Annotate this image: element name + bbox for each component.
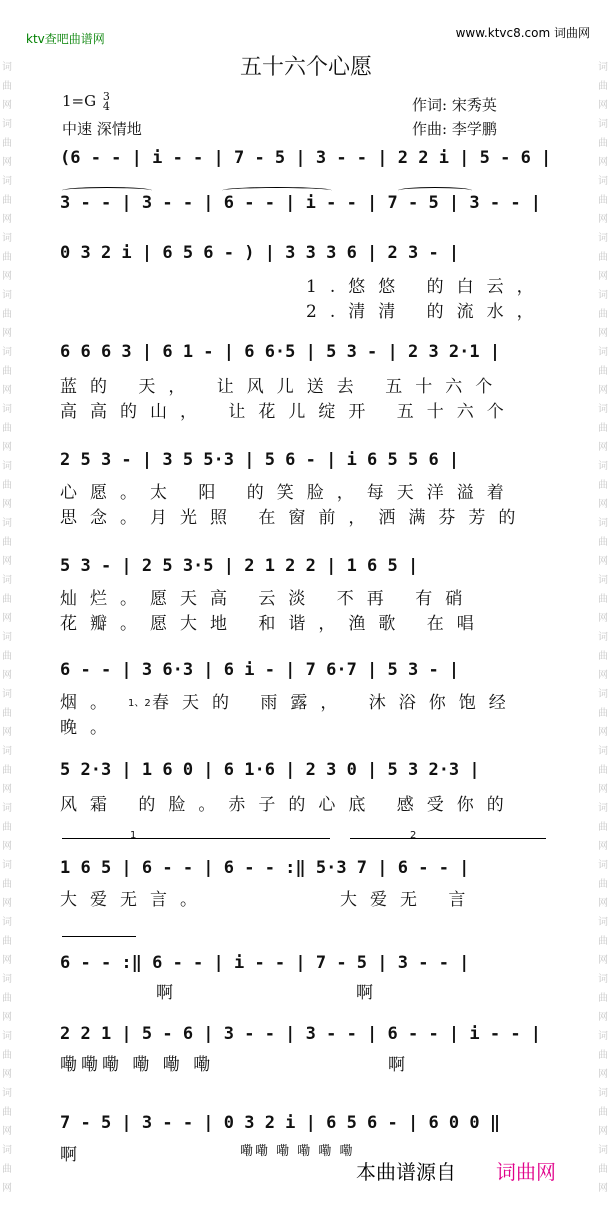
watermark-char: 网 <box>2 670 12 681</box>
lyric-row-6-v2: 花瓣。愿大地 和谐，渔歌 在唱 <box>60 614 487 634</box>
score-row-12: 7 - 5 | 3 - - | 0 3 2 i | 6 5 6 - | 6 0 0 ‖ <box>60 1113 501 1133</box>
watermark-char: 曲 <box>598 879 608 890</box>
watermark-char: 曲 <box>2 651 12 662</box>
watermark-char: 网 <box>2 328 12 339</box>
watermark-char: 网 <box>598 841 608 852</box>
watermark-char: 曲 <box>2 993 12 1004</box>
lyric-row-10-b: 啊 <box>356 983 386 1003</box>
watermark-char: 词 <box>2 404 12 415</box>
watermark-char: 词 <box>2 575 12 586</box>
volta-bracket-end <box>62 936 136 937</box>
watermark-char: 网 <box>598 1126 608 1137</box>
watermark-char: 网 <box>2 1183 12 1194</box>
score-row-1: (6 - - | i - - | 7 - 5 | 3 - - | 2 2 i | 5 - 6 | <box>60 148 552 168</box>
watermark-char: 曲 <box>598 195 608 206</box>
lyric-row-3-v1: 1.悠悠 的白云， <box>306 277 547 297</box>
watermark-char: 网 <box>2 442 12 453</box>
site-label-left: ktv查吧曲谱网 <box>26 32 105 46</box>
watermark-char: 词 <box>598 917 608 928</box>
watermark-char: 网 <box>2 499 12 510</box>
lyric-row-6-v1: 灿烂。愿天高 云淡 不再 有硝 <box>60 589 476 609</box>
watermark-char: 网 <box>2 1069 12 1080</box>
lyric-row-4-v2: 高高的山， 让花儿绽开 五十六个 <box>60 402 517 422</box>
watermark-char: 曲 <box>598 81 608 92</box>
composer-credit: 作曲: 李学鹏 <box>412 120 497 138</box>
lyric-row-11-b: 啊 <box>388 1055 418 1075</box>
watermark-char: 词 <box>598 1145 608 1156</box>
watermark-char: 网 <box>598 214 608 225</box>
watermark-char: 网 <box>2 214 12 225</box>
watermark-char: 曲 <box>2 1164 12 1175</box>
lyric-row-7-chorus: 春天的 雨露， 沐浴你饱经 <box>152 693 519 713</box>
watermark-char: 词 <box>2 746 12 757</box>
watermark-char: 曲 <box>598 1107 608 1118</box>
watermark-char: 网 <box>2 613 12 624</box>
watermark-char: 曲 <box>2 480 12 491</box>
slur <box>62 187 152 194</box>
score-row-9: 1 6 5 | 6 - - | 6 - - :‖ 5·3 7 | 6 - - | <box>60 858 470 878</box>
time-signature <box>103 92 110 112</box>
volta-bracket-2 <box>350 838 546 839</box>
watermark-char: 网 <box>598 613 608 624</box>
lyric-row-10-a: 啊 <box>156 983 186 1003</box>
time-sig-bottom: 4 <box>102 100 110 113</box>
lyric-row-7-v1: 烟。 <box>60 693 120 713</box>
score-row-4: 6 6 6 3 | 6 1 - | 6 6·5 | 5 3 - | 2 3 2·1 | <box>60 342 501 362</box>
score-row-2: 3 - - | 3 - - | 6 - - | i - - | 7 - 5 | 3 - - | <box>60 193 542 213</box>
watermark-char: 网 <box>598 556 608 567</box>
lyric-row-3-v2: 2.清清 的流水， <box>306 302 547 322</box>
watermark-char: 网 <box>598 1012 608 1023</box>
watermark-char: 曲 <box>2 822 12 833</box>
watermark-char: 词 <box>2 518 12 529</box>
source-label: 本曲谱源自 <box>356 1160 456 1184</box>
score-row-6: 5 3 - | 2 5 3·5 | 2 1 2 2 | 1 6 5 | <box>60 556 419 576</box>
watermark-char: 词 <box>2 860 12 871</box>
watermark-char: 词 <box>598 974 608 985</box>
watermark-char: 曲 <box>598 537 608 548</box>
watermark-char: 词 <box>2 689 12 700</box>
watermark-char: 曲 <box>598 765 608 776</box>
volta-number-2: 2 <box>410 830 417 841</box>
watermark-char: 曲 <box>598 423 608 434</box>
key-signature <box>62 92 110 112</box>
time-sig-top: 3 <box>102 90 110 103</box>
watermark-char: 网 <box>2 1126 12 1137</box>
watermark-char: 词 <box>598 290 608 301</box>
watermark-char: 词 <box>598 347 608 358</box>
watermark-char: 词 <box>598 404 608 415</box>
score-row-11: 2 2 1 | 5 - 6 | 3 - - | 3 - - | 6 - - | i - - | <box>60 1024 542 1044</box>
site-label-right: www.ktvc8.com 词曲网 <box>455 26 590 40</box>
slur <box>222 187 332 194</box>
watermark-char: 词 <box>598 62 608 73</box>
watermark-char: 词 <box>598 176 608 187</box>
right-watermark-strip <box>596 0 612 1210</box>
watermark-char: 曲 <box>598 651 608 662</box>
watermark-char: 网 <box>2 385 12 396</box>
watermark-char: 词 <box>598 233 608 244</box>
watermark-char: 曲 <box>598 594 608 605</box>
watermark-char: 词 <box>598 632 608 643</box>
watermark-char: 词 <box>598 1031 608 1042</box>
watermark-char: 网 <box>598 385 608 396</box>
watermark-char: 词 <box>598 575 608 586</box>
watermark-char: 词 <box>2 1145 12 1156</box>
watermark-char: 曲 <box>2 708 12 719</box>
watermark-char: 词 <box>2 119 12 130</box>
slur <box>398 187 472 194</box>
watermark-char: 曲 <box>598 822 608 833</box>
left-watermark-strip <box>0 0 16 1210</box>
score-row-5: 2 5 3 - | 3 5 5·3 | 5 6 - | i 6 5 5 6 | <box>60 450 460 470</box>
watermark-char: 曲 <box>2 594 12 605</box>
lyric-row-11-a: 嘞嘞嘞 嘞 嘞 嘞 <box>60 1055 215 1075</box>
watermark-char: 网 <box>598 271 608 282</box>
lyric-row-4-v1: 蓝的 天， 让风儿送去 五十六个 <box>60 377 506 397</box>
song-title: 五十六个心愿 <box>239 55 372 80</box>
watermark-char: 网 <box>2 556 12 567</box>
watermark-char: 曲 <box>2 366 12 377</box>
score-row-10: 6 - - :‖ 6 - - | i - - | 7 - 5 | 3 - - | <box>60 953 470 973</box>
watermark-char: 曲 <box>598 1164 608 1175</box>
watermark-char: 网 <box>598 898 608 909</box>
watermark-char: 词 <box>598 746 608 757</box>
watermark-char: 词 <box>2 347 12 358</box>
watermark-char: 词 <box>2 461 12 472</box>
watermark-char: 曲 <box>598 480 608 491</box>
key-text: 1=G <box>62 92 97 110</box>
watermark-char: 网 <box>2 271 12 282</box>
watermark-char: 词 <box>2 62 12 73</box>
volta-number-1: 1 <box>130 830 137 841</box>
watermark-char: 网 <box>598 328 608 339</box>
watermark-char: 词 <box>2 290 12 301</box>
source-site-link[interactable]: 词曲网 <box>496 1160 556 1184</box>
watermark-char: 网 <box>598 784 608 795</box>
watermark-char: 网 <box>2 841 12 852</box>
watermark-char: 曲 <box>2 879 12 890</box>
watermark-char: 曲 <box>598 252 608 263</box>
watermark-char: 网 <box>2 1012 12 1023</box>
watermark-char: 词 <box>2 233 12 244</box>
watermark-char: 网 <box>2 898 12 909</box>
watermark-char: 网 <box>598 100 608 111</box>
watermark-char: 网 <box>598 670 608 681</box>
watermark-char: 词 <box>598 461 608 472</box>
watermark-char: 词 <box>2 176 12 187</box>
score-row-8: 5 2·3 | 1 6 0 | 6 1·6 | 2 3 0 | 5 3 2·3 | <box>60 760 480 780</box>
watermark-char: 词 <box>2 1088 12 1099</box>
watermark-char: 曲 <box>598 138 608 149</box>
watermark-char: 网 <box>598 955 608 966</box>
watermark-char: 网 <box>598 727 608 738</box>
watermark-char: 网 <box>598 157 608 168</box>
watermark-char: 词 <box>598 119 608 130</box>
watermark-char: 网 <box>2 100 12 111</box>
watermark-char: 曲 <box>598 366 608 377</box>
watermark-char: 曲 <box>2 252 12 263</box>
score-row-7: 6 - - | 3 6·3 | 6 i - | 7 6·7 | 5 3 - | <box>60 660 460 680</box>
watermark-char: 曲 <box>2 936 12 947</box>
watermark-char: 网 <box>598 1183 608 1194</box>
watermark-char: 曲 <box>2 423 12 434</box>
lyric-row-5-v1: 心愿。太 阳 的笑脸，每天洋溢着 <box>60 483 517 503</box>
lyric-row-9-b: 大爱无 言 <box>340 890 479 910</box>
watermark-char: 曲 <box>598 993 608 1004</box>
lyricist-credit: 作词: 宋秀英 <box>412 96 497 114</box>
watermark-char: 词 <box>598 518 608 529</box>
watermark-char: 曲 <box>2 195 12 206</box>
watermark-char: 网 <box>598 442 608 453</box>
watermark-char: 词 <box>598 689 608 700</box>
watermark-char: 词 <box>2 632 12 643</box>
watermark-char: 词 <box>2 803 12 814</box>
watermark-char: 曲 <box>598 1050 608 1061</box>
volta-mark-1-2: 1、2 <box>128 698 151 709</box>
watermark-char: 网 <box>2 727 12 738</box>
watermark-char: 曲 <box>2 138 12 149</box>
watermark-char: 曲 <box>598 936 608 947</box>
lyric-row-8: 风霜 的脸。赤子的心底 感受你的 <box>60 795 517 815</box>
watermark-char: 网 <box>598 499 608 510</box>
watermark-char: 网 <box>2 955 12 966</box>
watermark-char: 词 <box>2 1031 12 1042</box>
watermark-char: 曲 <box>2 1050 12 1061</box>
watermark-char: 曲 <box>598 309 608 320</box>
watermark-char: 网 <box>598 1069 608 1080</box>
watermark-char: 词 <box>2 917 12 928</box>
lyric-row-7-v2: 晚。 <box>60 718 120 738</box>
watermark-char: 曲 <box>2 309 12 320</box>
watermark-char: 词 <box>598 1088 608 1099</box>
lyric-row-12-b: 嘞嘞 嘞 嘞 嘞 嘞 <box>240 1144 355 1159</box>
watermark-char: 曲 <box>2 1107 12 1118</box>
volta-bracket-1 <box>62 838 330 839</box>
lyric-row-5-v2: 思念。月光照 在窗前，洒满芬芳的 <box>60 508 529 528</box>
watermark-char: 词 <box>2 974 12 985</box>
watermark-char: 曲 <box>598 708 608 719</box>
watermark-char: 曲 <box>2 81 12 92</box>
lyric-row-12-a: 啊 <box>60 1145 90 1165</box>
watermark-char: 词 <box>598 860 608 871</box>
score-row-3: 0 3 2 i | 6 5 6 - ) | 3 3 3 6 | 2 3 - | <box>60 243 460 263</box>
watermark-char: 词 <box>598 803 608 814</box>
lyric-row-9-a: 大爱无言。 <box>60 890 210 910</box>
tempo-marking: 中速 深情地 <box>62 120 142 138</box>
watermark-char: 网 <box>2 157 12 168</box>
watermark-char: 网 <box>2 784 12 795</box>
watermark-char: 曲 <box>2 537 12 548</box>
watermark-char: 曲 <box>2 765 12 776</box>
